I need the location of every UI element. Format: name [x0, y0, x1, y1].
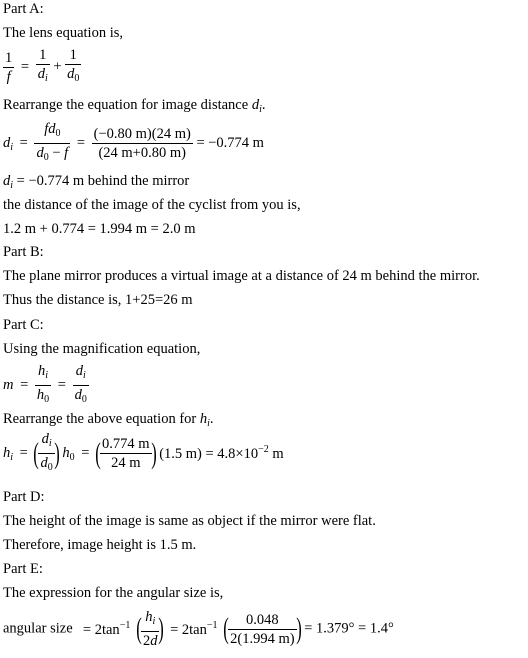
rearrange-height: Rearrange the above equation for $h_i$.	[3, 411, 214, 429]
numerator-c: 0.774 m	[102, 436, 150, 452]
distance-calc: 1.2 m + 0.774 = 1.994 m = 2.0 m	[3, 221, 196, 237]
magnification-equation: m = $\frac{h_i}{h_0}$ = $\frac{d_i}{d_0}$	[3, 363, 87, 405]
result-c: (1.5 m) = 4.8×10	[159, 446, 259, 462]
numerator-a: (−0.80 m)(24 m)	[93, 126, 191, 142]
part-b-text2: Thus the distance is, 1+25=26 m	[3, 292, 193, 308]
unit-c: m	[268, 446, 284, 462]
magnification-intro: Using the magnification equation,	[3, 341, 201, 357]
distance-intro: the distance of the image of the cyclist from you is,	[3, 197, 301, 213]
image-distance-equation: $d_i$ = $\frac{fd_0}{d_0 - f}$ = $\frac{(-0.80 m)(24 m)}{(24 m+0.80 m)}$ = −0.774 m	[3, 121, 264, 163]
rearrange-image-distance: Rearrange the equation for image distance $d_i$.	[3, 97, 266, 115]
part-d-heading: Part D:	[3, 489, 45, 505]
result-a: = −0.774 m	[196, 135, 264, 151]
di-value-text: = −0.774 m behind the mirror	[16, 173, 190, 189]
lens-equation-intro: The lens equation is,	[3, 25, 124, 41]
angular-size-equation: angular size = $2\tan^{-1}$ ( $\frac{h_i}{2d}$ ) = $2\tan^{-1}$ ( $\frac{0.048}{2(1.994 m)}$ ) = 1.379° = 1.4°	[3, 609, 394, 649]
result-e: = 1.379° = 1.4°	[304, 620, 394, 637]
part-c-heading: Part C:	[3, 317, 44, 333]
image-height-equation: $h_i$ = ( $\frac{d_i}{d_0}$ ) $h_0$ = ( $\frac{0.774 m}{24 m}$ ) (1.5 $m) = 4.8\times 10^{-2}$ m	[3, 431, 284, 473]
part-e-heading: Part E:	[3, 561, 43, 577]
part-b-heading: Part B:	[3, 244, 44, 260]
rearrange-text: Rearrange the equation for image distance	[3, 97, 252, 113]
denominator-a: (24 m+0.80 m)	[98, 145, 186, 161]
numerator-e: 0.048	[228, 611, 296, 630]
lens-equation: $\frac{1}{f}$ = $\frac{1}{d_i}$ + $\frac{1}{d_0}$	[5, 47, 80, 85]
part-d-text1: The height of the image is same as object if the mirror were flat.	[3, 513, 376, 529]
part-d-text2: Therefore, image height is 1.5 m.	[3, 537, 197, 553]
part-a-heading: Part A:	[3, 1, 44, 17]
exponent-c: −2	[258, 444, 269, 455]
angular-size-intro: The expression for the angular size is,	[3, 585, 224, 601]
part-b-text1: The plane mirror produces a virtual image at a distance of 24 m behind the mirror.	[3, 268, 480, 284]
denominator-c: 24 m	[111, 455, 141, 471]
angular-size-label: angular size	[3, 620, 73, 637]
denominator-e: 2(1.994 m)	[230, 630, 295, 647]
rearrange-height-text: Rearrange the above equation for	[3, 411, 200, 427]
di-value-line: $d_i = -0.774$ m behind the mirror	[3, 173, 190, 191]
